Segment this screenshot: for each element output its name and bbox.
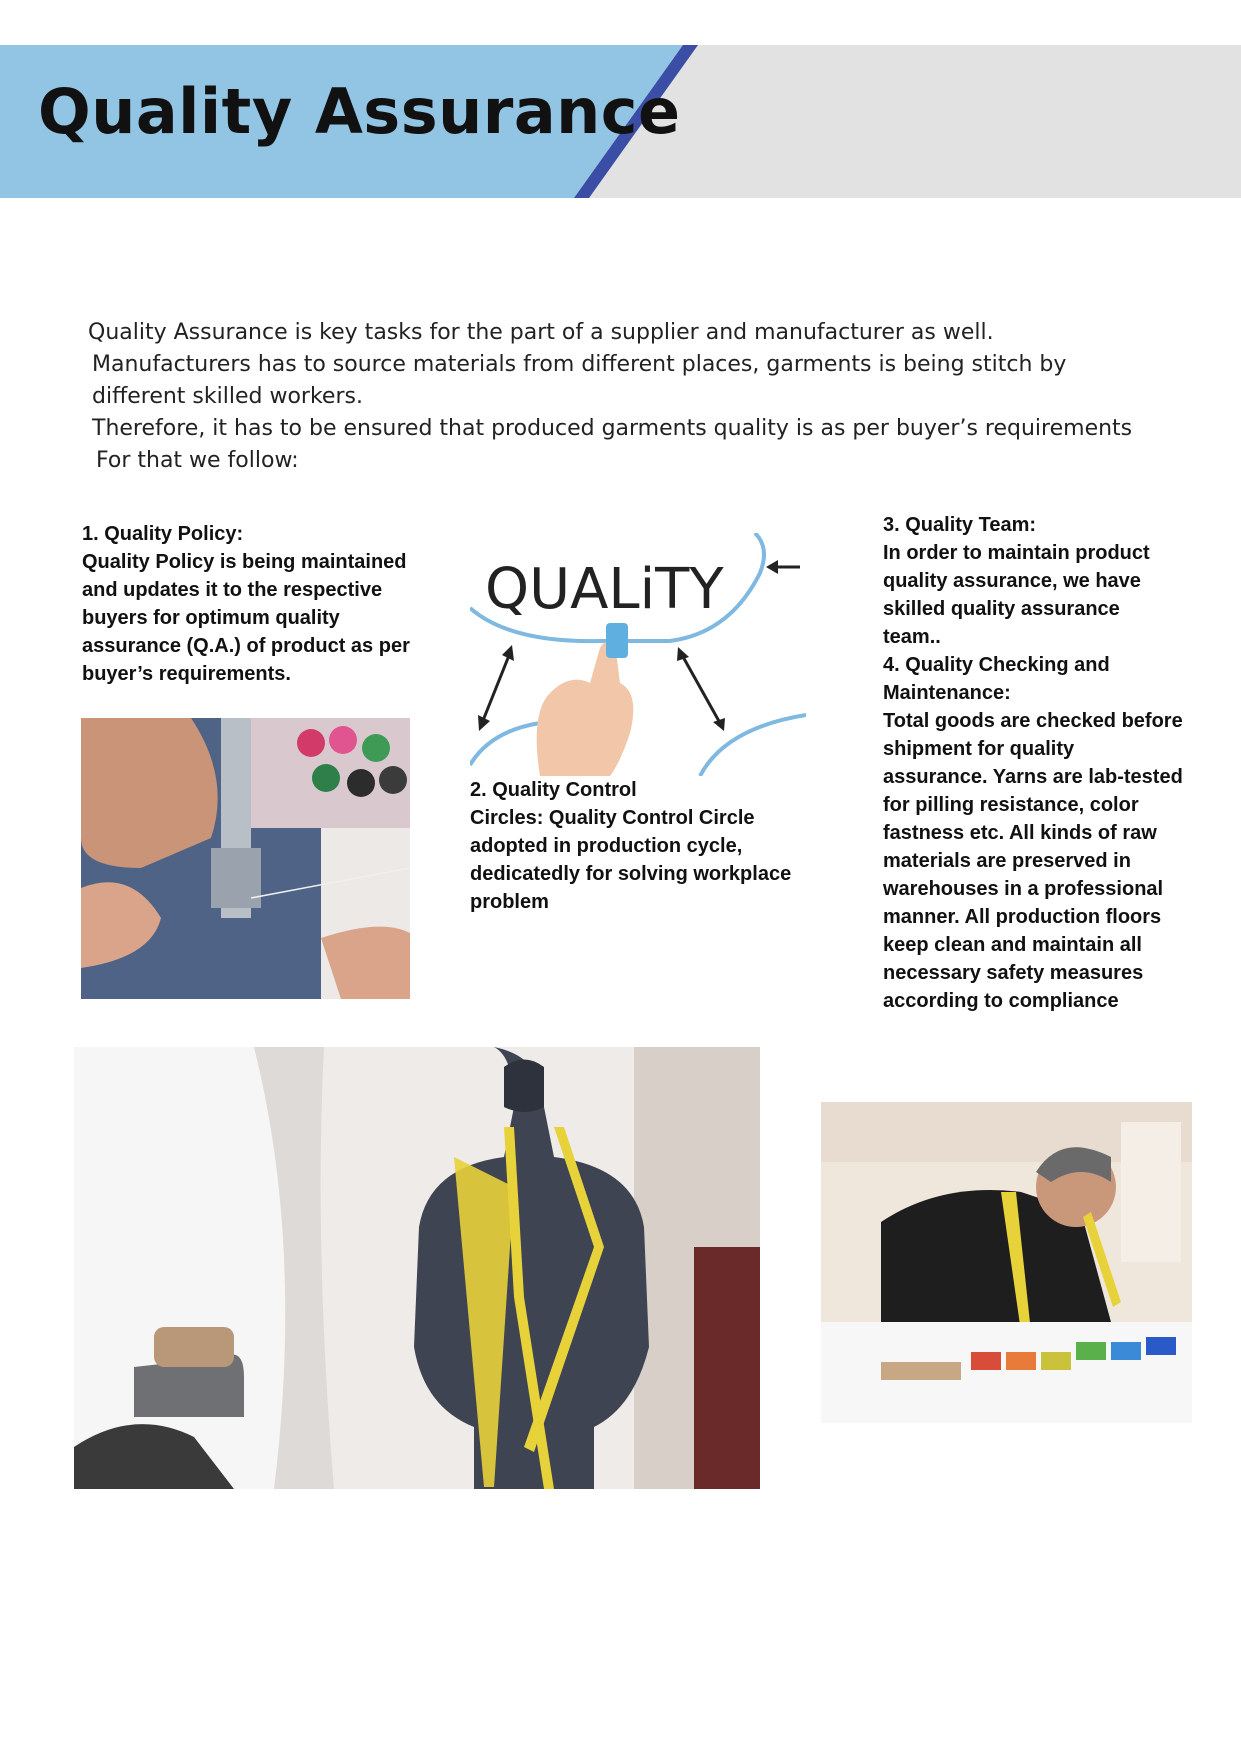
tailor-photo [821,1102,1192,1423]
quality-graphic [470,533,806,776]
hand-icon [537,641,634,776]
intro-paragraph [88,317,1192,477]
intro-line: different skilled workers. [92,384,363,409]
intro-line: Therefore, it has to be ensured that produced garments quality is as per buyer’s requirements [92,416,1133,441]
intro-line: Manufacturers has to source materials from different places, garments is being stitch by [92,352,1067,377]
section-body: Quality Policy is being maintained and updates it to the respective buyers for optimum quality assurance (Q.A.) of product as per buyer’s requirements. [82,551,410,685]
section-heading: 1. Quality Policy: [82,523,244,545]
page-title: Quality Assurance [38,75,681,148]
quality-policy-section [82,520,412,688]
section-heading: 4. Quality Checking and Maintenance: [883,654,1110,704]
section-body: In order to maintain product quality assurance, we have skilled quality assurance team.. [883,542,1150,648]
section-body: Circles: Quality Control Circle adopted in production cycle, dedicatedly for solving workplace problem [470,807,792,913]
quality-control-section [470,776,810,916]
section-body: Total goods are checked before shipment for quality assurance. Yarns are lab-tested for pilling resistance, color fastness etc. All kinds of raw materials are preserved in warehouses in a professional manner. All production floors keep clean and maintain all necessary safety measures according to compliance [883,710,1183,1012]
quality-team-section [883,511,1183,1015]
section-heading: 2. Quality Control [470,779,637,801]
section-heading: 3. Quality Team: [883,514,1037,536]
intro-line: For that we follow: [96,448,299,473]
mannequin-photo [74,1047,760,1489]
quality-word: QUALiTY [485,557,724,622]
intro-line: Quality Assurance is key tasks for the part of a supplier and manufacturer as well. [88,320,994,345]
sewing-machine-photo [81,718,410,999]
